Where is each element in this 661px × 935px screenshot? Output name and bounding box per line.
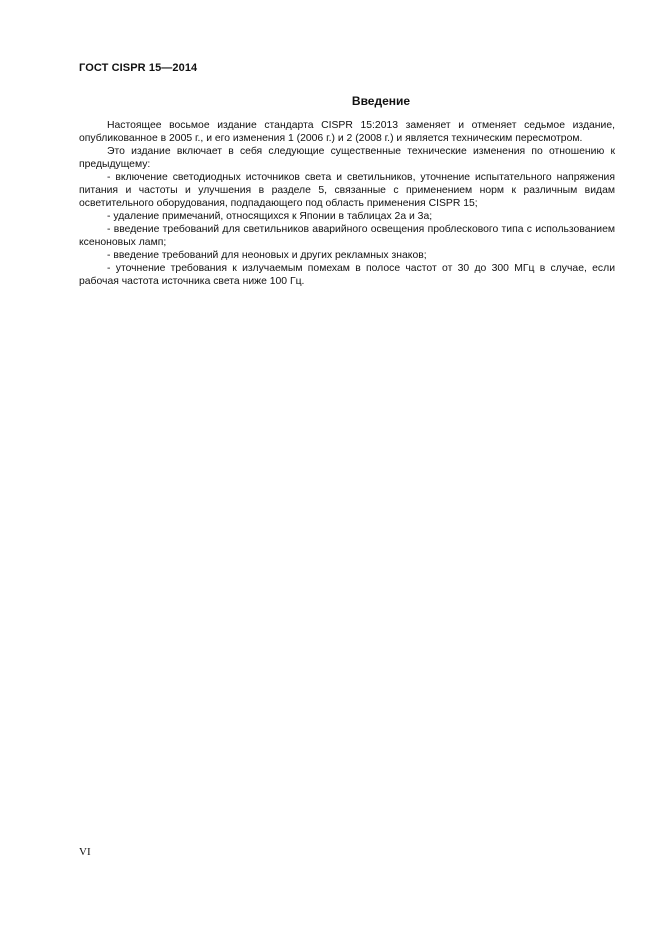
list-item: - введение требований для неоновых и других рекламных знаков; — [107, 250, 427, 261]
section-title: Введение — [351, 94, 411, 108]
document-code-header: ГОСТ CISPR 15—2014 — [79, 62, 198, 74]
list-item: - уточнение требования к излучаемым помехам в полосе частот от 30 до 300 МГц в случае, если рабочая частота источника света ниже 100 Гц. — [79, 263, 615, 287]
list-item: - введение требований для светильников аварийного освещения проблескового типа с использованием ксеноновых ламп; — [79, 224, 615, 248]
paragraph: Настоящее восьмое издание стандарта CISPR 15:2013 заменяет и отменяет седьмое издание, опубликованное в 2005 г., и его изменения 1 (2006 г.) и 2 (2008 г.) и является техническим пересмотром. — [79, 120, 615, 144]
page-number: VI — [79, 846, 91, 858]
paragraph: Это издание включает в себя следующие существенные технические изменения по отношению к предыдущему: — [79, 146, 615, 170]
list-item: - включение светодиодных источников света и светильников, уточнение испытательного напряжения питания и частоты и улучшения в разделе 5, связанные с применением норм к различным видам осветительного оборудования, подпадающего под область применения CISPR 15; — [79, 172, 615, 209]
introduction-body — [79, 119, 615, 288]
list-item: - удаление примечаний, относящихся к Японии в таблицах 2а и 3а; — [107, 211, 433, 222]
